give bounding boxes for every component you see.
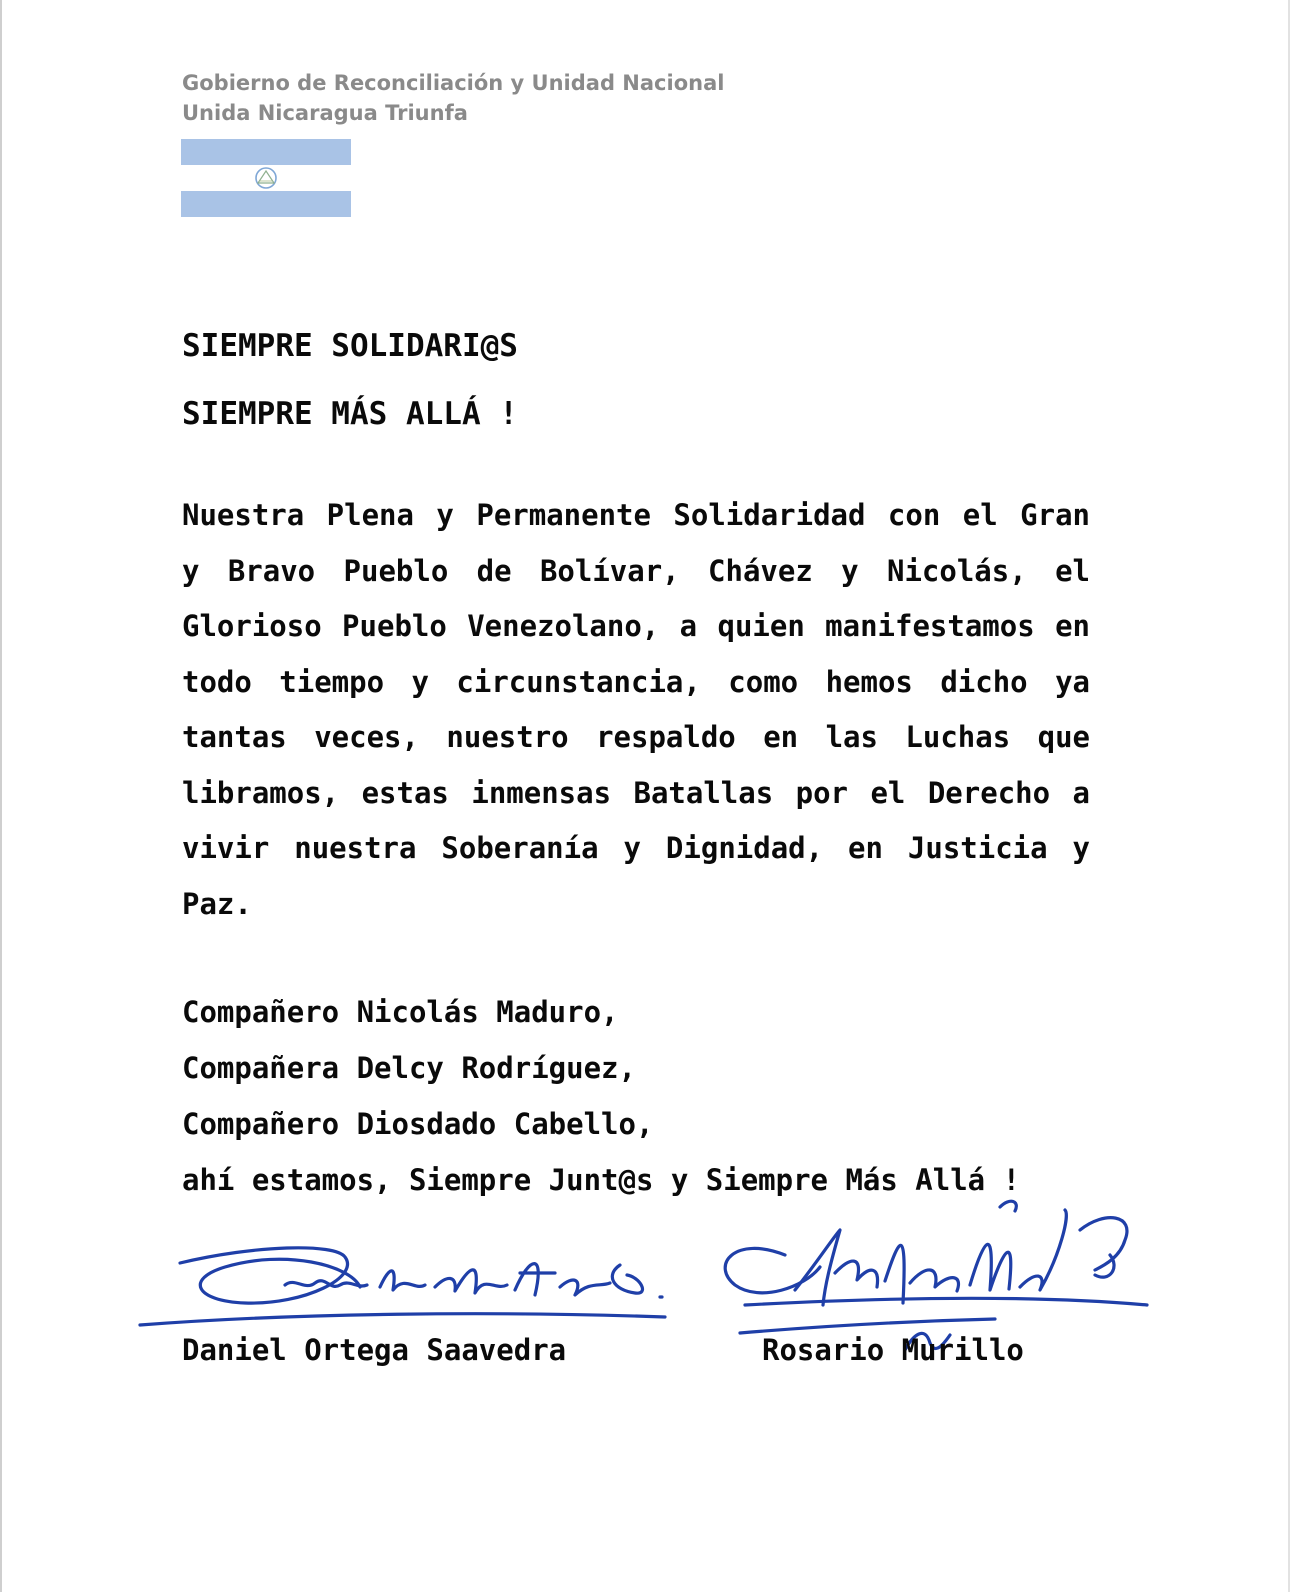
addressees [182, 984, 1020, 1208]
signer-name-murillo: Rosario Murillo [762, 1333, 1024, 1367]
nicaragua-flag-icon [181, 139, 351, 217]
slogans [182, 312, 518, 448]
message-paragraph: Nuestra Plena y Permanente Solidaridad con el Gran y Bravo Pueblo de Bolívar, Chávez y Nicolás, el Glorioso Pueblo Venezolano, a quien manifestamos en todo tiempo y circunstancia, como hemos dicho ya tantas veces, nuestro respaldo en las Luchas que libramos, estas inmensas Batallas por el Derecho a vivir nuestra Soberanía y Dignidad, en Justicia y Paz. [182, 498, 1090, 921]
slogan-line-1: SIEMPRE SOLIDARI@S [182, 328, 518, 364]
addressee-rodriguez: Compañera Delcy Rodríguez, [182, 1051, 636, 1085]
closing-line: ahí estamos, Siempre Junt@s y Siempre Más Allá ! [182, 1163, 1021, 1197]
letterhead-motto: Unida Nicaragua Triunfa [182, 101, 468, 125]
addressee-cabello: Compañero Diosdado Cabello, [182, 1107, 654, 1141]
signature-ortega [140, 1248, 665, 1325]
letterhead-government-name: Gobierno de Reconciliación y Unidad Nacional [182, 71, 725, 95]
slogan-line-2: SIEMPRE MÁS ALLÁ ! [182, 396, 518, 432]
letterhead [182, 68, 724, 128]
addressee-maduro: Compañero Nicolás Maduro, [182, 995, 619, 1029]
page-edge-left [0, 0, 2, 1592]
signer-name-ortega: Daniel Ortega Saavedra [182, 1333, 567, 1367]
